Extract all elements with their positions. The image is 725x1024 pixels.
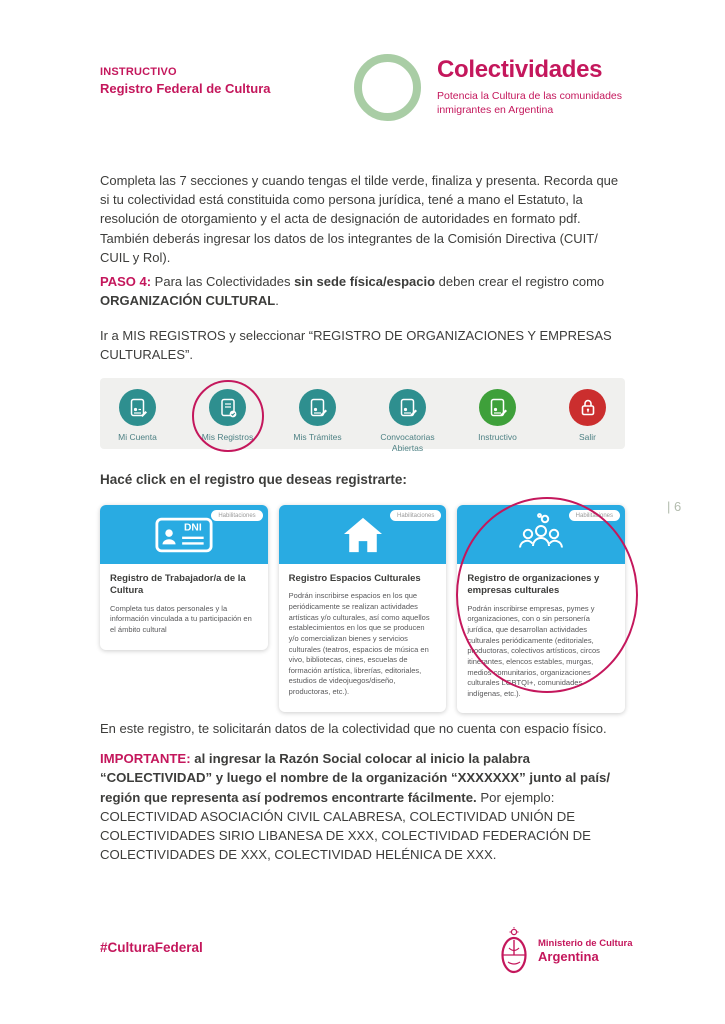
card-header — [457, 505, 625, 564]
program-title: Colectividades — [437, 56, 603, 83]
dni-card-icon — [155, 517, 213, 553]
card-registro-trabajador[interactable] — [100, 505, 268, 650]
menu-item-mis-registros[interactable] — [195, 389, 261, 449]
menu-item-label: Instructivo — [478, 432, 517, 442]
document-edit-icon — [389, 389, 426, 426]
card-registro-espacios[interactable] — [279, 505, 447, 712]
document-edit-icon — [479, 389, 516, 426]
menu-item-label: Convocatorias Abiertas — [380, 432, 435, 453]
paso4-label: PASO 4: — [100, 274, 152, 289]
paso4-bold-text: ORGANIZACIÓN CULTURAL — [100, 293, 276, 309]
house-icon — [342, 516, 384, 554]
menu-item-label: Mis Trámites — [293, 432, 342, 442]
green-circle-logo-icon — [354, 54, 421, 121]
card-body — [457, 564, 625, 713]
menu-item-mis-tramites[interactable] — [285, 389, 351, 449]
lock-icon — [569, 389, 606, 426]
menu-item-mi-cuenta[interactable] — [105, 389, 171, 449]
paso4-paragraph — [100, 272, 624, 310]
document-check-icon — [209, 389, 246, 426]
ministry-country: Argentina — [538, 949, 599, 965]
card-description: Podrán inscribirse espacios en los que periódicamente se realizan actividades artísticas y/o culturales, así como aquellos establecimientos en los que se producen y/o comercializan bienes y servicios culturales (teatros, espacios de música en vivo, bibliotecas, cines, escuelas de formación artística, librerías, editoriales, estudios de videojuegos/diseño, productoras, etc.). — [288, 591, 430, 697]
card-title: Registro de organizaciones y empresas culturales — [467, 573, 600, 597]
paso4-text: deben crear el registro como — [435, 274, 605, 289]
ministry-text — [538, 939, 632, 966]
svg-text:DNI: DNI — [183, 521, 202, 533]
important-regular-text: Por ejemplo: COLECTIVIDAD ASOCIACIÓN CIVIL CALABRESA, COLECTIVIDAD UNIÓN DE COLECTIVIDADES SIRIO LIBANESA DE XXX, COLECTIVIDAD FEDERACIÓN DE COLECTIVIDADES DE XXX, COLECTIVIDAD HELÉNICA DE XXX. — [100, 789, 591, 863]
intro-paragraph: Completa las 7 secciones y cuando tengas el tilde verde, finaliza y presenta. Recorda que si tu colectividad está constituida como persona jurídica, tené a mano el Estatuto, la resolución de otorgamiento y el acta de designación de autoridades en formato pdf. También deberás ingresar los datos de los integrantes de la Comisión Directiva (CUIT/ CUIL y Rol). — [100, 173, 619, 265]
doc-title: Registro Federal de Cultura — [100, 81, 271, 96]
screenshot-menu-bar — [100, 378, 625, 453]
note-paragraph: En este registro, te solicitarán datos de la colectividad que no cuenta con espacio físico. — [100, 721, 607, 736]
card-header — [100, 505, 268, 564]
coat-of-arms-icon — [499, 926, 529, 978]
menu-item-convocatorias[interactable] — [375, 389, 441, 453]
menu-item-salir[interactable] — [555, 389, 621, 449]
habilitaciones-badge: Habilitaciones — [390, 510, 441, 521]
document-header-left — [100, 66, 270, 96]
menu-item-instructivo[interactable] — [465, 389, 531, 449]
ministry-logo — [499, 926, 632, 978]
program-tagline: Potencia la Cultura de las comunidades inmigrantes en Argentina — [437, 90, 623, 117]
card-description: Completa tus datos personales y la información vinculada a tu participación en el ámbito cultural — [110, 603, 252, 634]
card-header — [279, 505, 447, 564]
hashtag-cultura-federal: #CulturaFederal — [100, 940, 203, 955]
important-label: IMPORTANTE: — [100, 751, 191, 766]
card-title: Registro Espacios Culturales — [288, 573, 421, 584]
card-title: Registro de Trabajador/a de la Cultura — [110, 573, 246, 597]
menu-item-label: Salir — [578, 432, 596, 442]
menu-item-label: Mis Registros — [201, 432, 254, 442]
click-instruction-heading: Hacé click en el registro que deseas registrarte: — [100, 472, 407, 487]
card-body — [279, 564, 447, 712]
paso4-text: . — [275, 293, 279, 309]
card-registro-organizaciones[interactable] — [457, 505, 625, 713]
goto-paragraph: Ir a MIS REGISTROS y seleccionar “REGISTRO DE ORGANIZACIONES Y EMPRESAS CULTURALES”. — [100, 328, 612, 363]
screenshot-registry-cards — [100, 505, 625, 713]
page-number: | 6 — [667, 499, 682, 514]
paso4-bold-text: sin sede física/espacio — [294, 274, 436, 289]
habilitaciones-badge: Habilitaciones — [211, 510, 262, 521]
doc-kicker: INSTRUCTIVO — [100, 66, 177, 78]
people-group-icon — [514, 512, 568, 558]
paso4-text: Para las Colectividades — [151, 274, 295, 289]
document-header-right — [437, 56, 637, 117]
menu-item-label: Mi Cuenta — [118, 432, 157, 442]
habilitaciones-badge: Habilitaciones — [569, 510, 620, 521]
card-description: Podrán inscribirse empresas, pymes y organizaciones, con o sin personería jurídica, que desarrollan actividades culturales periódicamente (editoriales, productoras, colectivos artísticos, circos itinerantes, elencos estables, murgas, medios comunitarios, organizaciones culturales LGBTQI+, comunidades indígenas, etc.). — [467, 603, 600, 698]
document-person-icon — [119, 389, 156, 426]
important-bold-text: al ingresar la Razón Social colocar al inicio la palabra “COLECTIVIDAD” y luego el nombre de la organización “XXXXXXX” junto al país/ región que representa así podremos encontrarte fácilmente. — [100, 751, 611, 805]
important-paragraph — [100, 749, 612, 865]
ministry-name: Ministerio de Cultura — [538, 937, 633, 949]
document-edit-icon — [299, 389, 336, 426]
card-body — [100, 564, 268, 650]
